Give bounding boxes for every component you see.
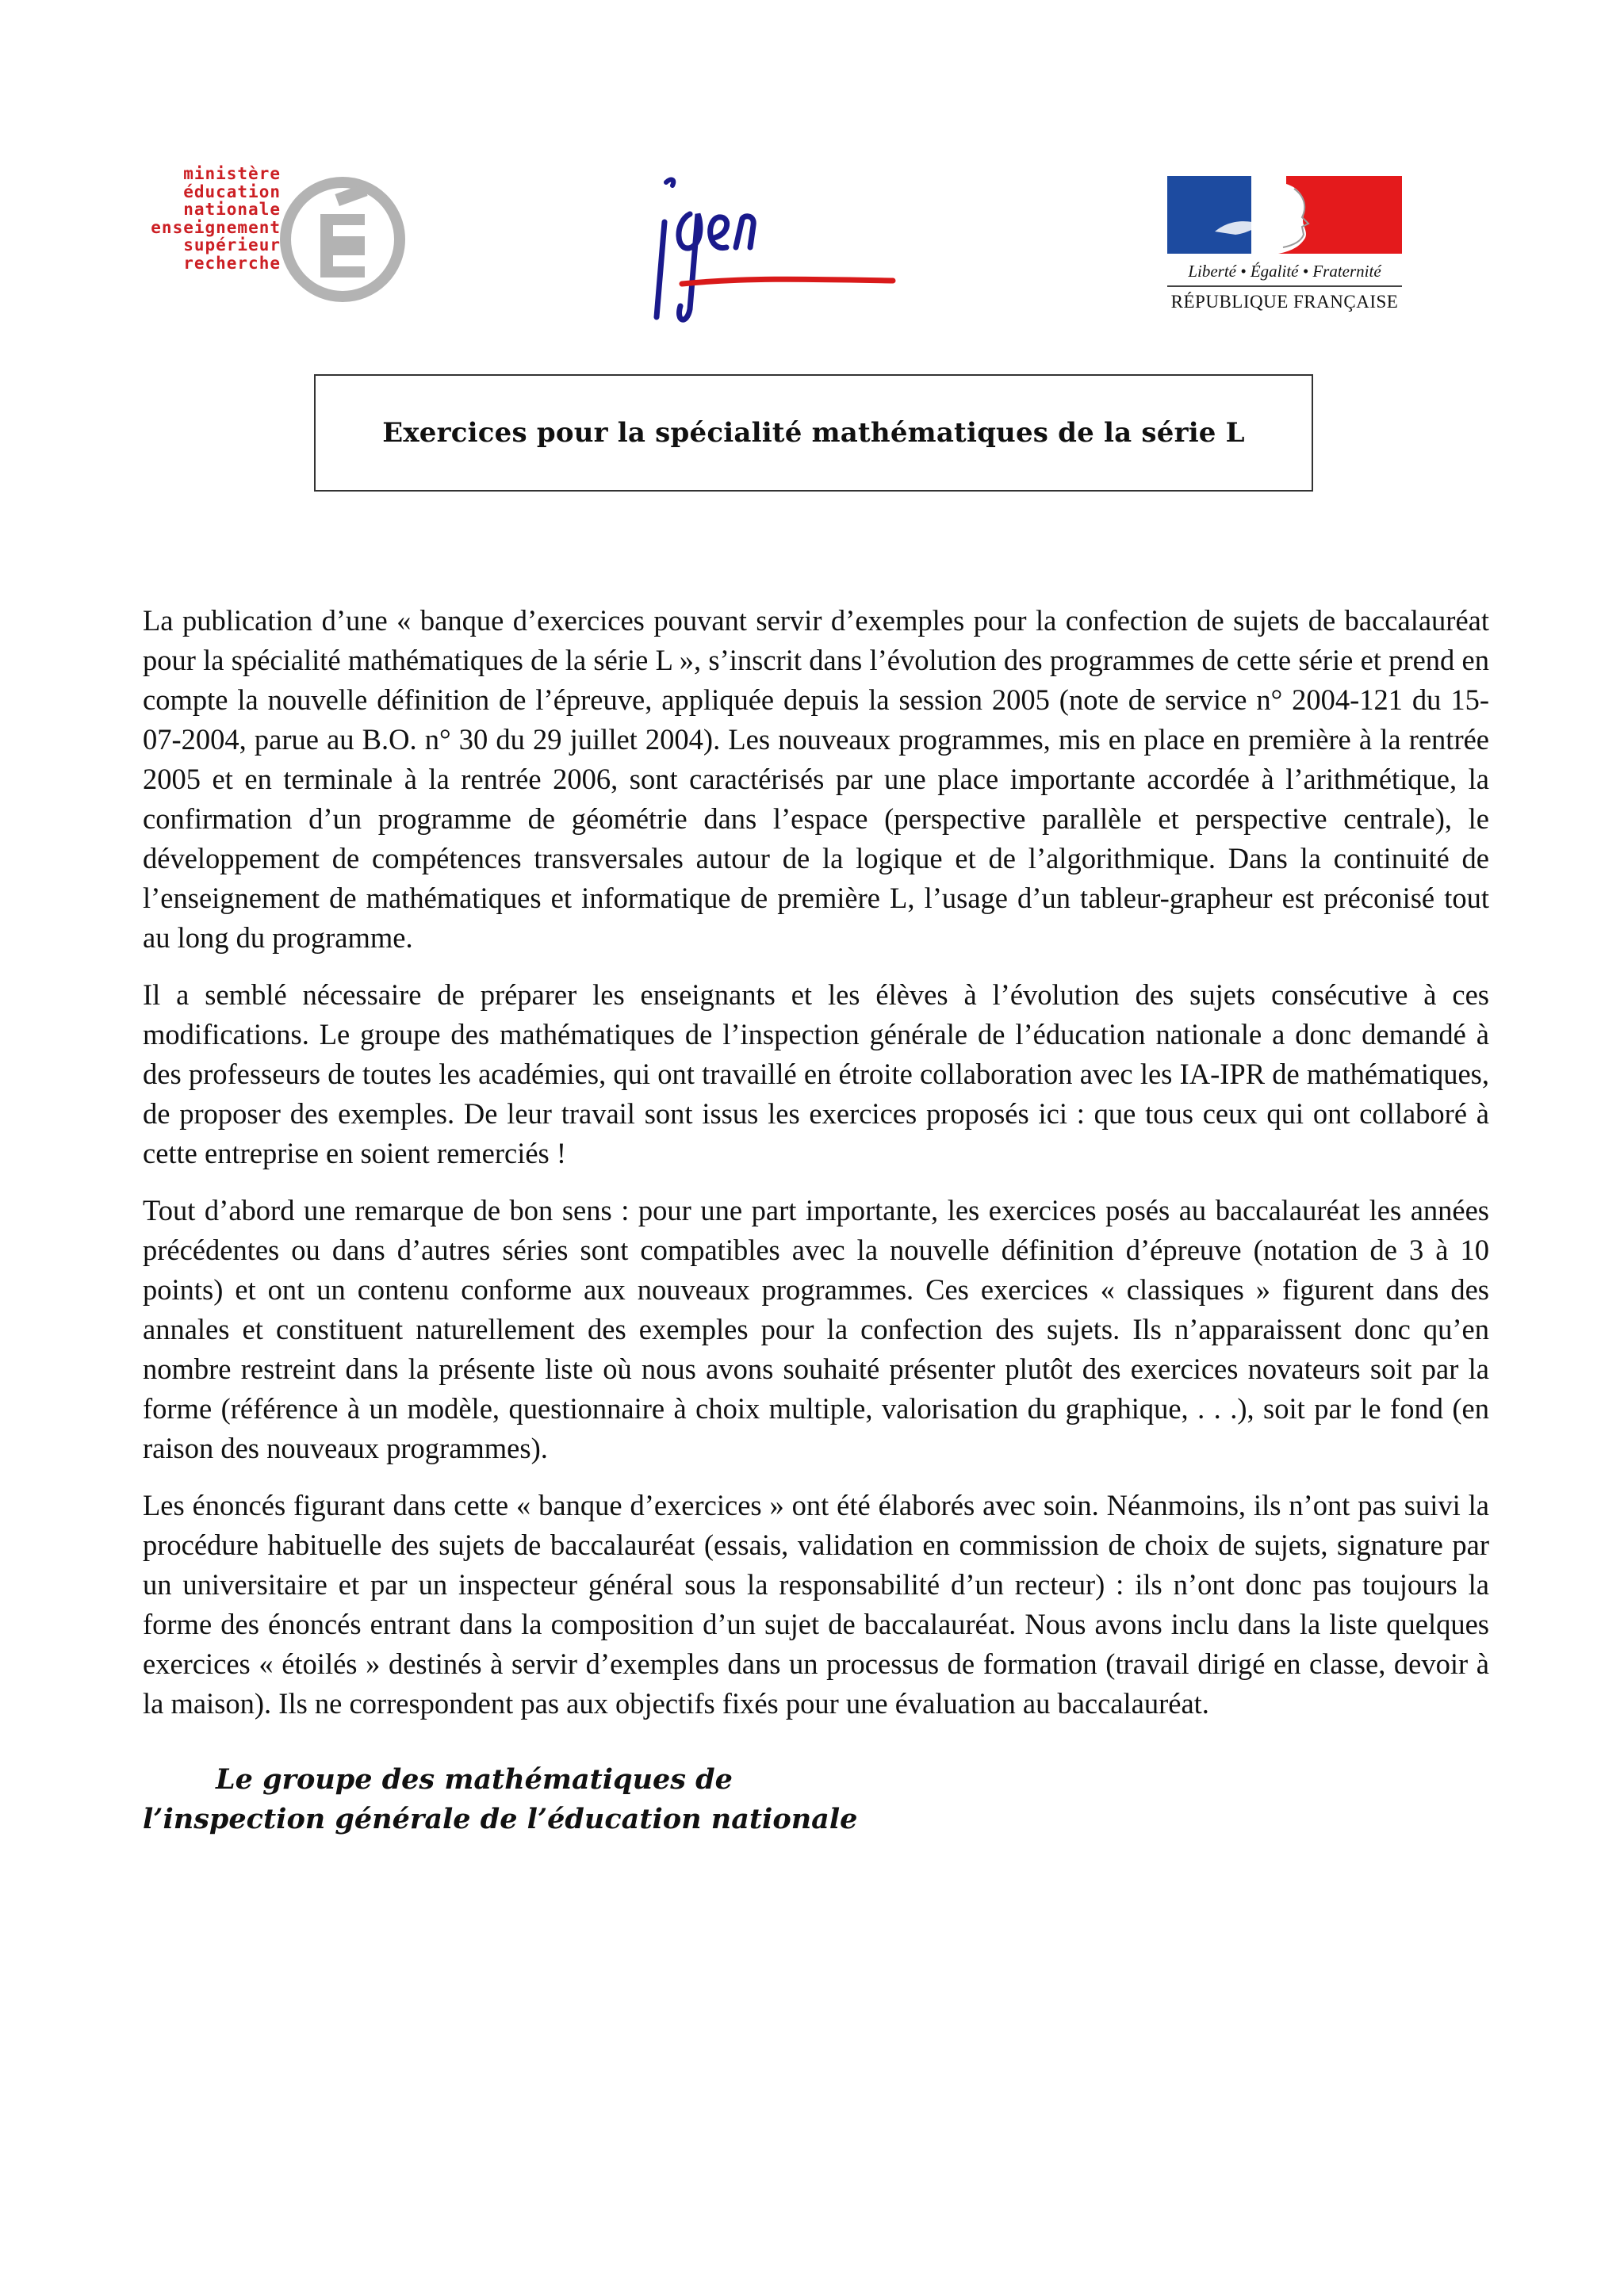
igen-signature-icon [634,159,904,333]
page-title: Exercices pour la spécialité mathématiques de la série L [382,417,1245,449]
signature [143,1760,1489,1839]
republic-motto: Liberté • Égalité • Fraternité [1188,262,1381,281]
logo-divider [1167,285,1402,287]
paragraph-2: Il a semblé nécessaire de préparer les enseignants et les élèves à l’évolution des sujets consécutive à ces modifications. Le groupe des mathématiques de l’inspection générale de l’éducation nationale a donc demandé à des professeurs de toutes les académies, qui ont travaillé en étroite collaboration avec les IA-IPR de mathématiques, de proposer des exemples. De leur travail sont issus les exercices proposés ici : que tous ceux qui ont collaboré à cette entreprise en soient remerciés ! [143,978,1489,1169]
ministry-logo [140,159,377,317]
republique-francaise-logo [1167,176,1402,319]
igen-logo [634,159,904,333]
paragraph-4: Les énoncés figurant dans cette « banque d’exercices » ont été élaborés avec soin. Néanmoins, ils n’ont pas suivi la procédure habituelle des sujets de baccalauréat (essais, validation en commission de choix de sujets, signature par un universitaire et par un inspecteur général sous la responsabilité d’un recteur) : ils n’ont donc pas toujours la forme des énoncés entrant dans la composition d’un sujet de baccalauréat. Nous avons inclu dans la liste quelques exercices « étoilés » destinés à servir d’exemples dans un processus de formation (travail dirigé en classe, devoir à la maison). Ils ne correspondent pas aux objectifs fixés pour une évaluation au baccalauréat. [143,1489,1489,1720]
document-body [143,601,1489,1839]
ministry-logo-text: ministère éducation nationale enseignement supérieur recherche [151,164,281,273]
paragraph-3: Tout d’abord une remarque de bon sens : pour une part importante, les exercices posés au baccalauréat les années précédentes ou dans d’autres séries sont compatibles avec la nouvelle définition d’épreuve (notation de 3 à 10 points) et ont un contenu conforme aux nouveaux programmes. Ces exercices « classiques » figurent dans des annales et constituent naturellement des exemples pour la confection des sujets. Ils n’apparaissent donc qu’en nombre restreint dans la présente liste où nous avons souhaité présenter plutôt des exercices novateurs soit par la forme (référence à un modèle, questionnaire à choix multiple, valorisation du graphique, . . .), soit par le fond (en raison des nouveaux programmes). [143,1194,1489,1464]
marianne-e-emblem-icon [273,174,511,325]
signature-line-1: Le groupe des mathématiques de [216,1763,733,1796]
paragraph-1: La publication d’une « banque d’exercices pouvant servir d’exemples pour la confection de sujets de baccalauréat pour la spécialité mathématiques de la série L », s’inscrit dans l’évolution des programmes de cette série et prend en compte la nouvelle définition de l’épreuve, appliquée depuis la session 2005 (note de service n° 2004-121 du 15-07-2004, parue au B.O. n° 30 du 29 juillet 2004). Les nouveaux programmes, mis en place en première à la rentrée 2005 et en terminale à la rentrée 2006, sont caractérisés par une place importante accordée à l’arithmétique, la confirmation d’un programme de géométrie dans l’espace (perspective parallèle et perspective centrale), le développement de compétences transversales autour de la logique et de l’algorithmique. Dans la continuité de l’enseignement de mathématiques et informatique de première L, l’usage d’un tableur-grapheur est préconisé tout au long du programme. [143,604,1489,954]
signature-line-2: l’inspection générale de l’éducation nationale [143,1803,858,1835]
republic-name: RÉPUBLIQUE FRANÇAISE [1170,292,1399,312]
marianne-flag-icon [1167,176,1402,254]
title-box [314,374,1313,492]
